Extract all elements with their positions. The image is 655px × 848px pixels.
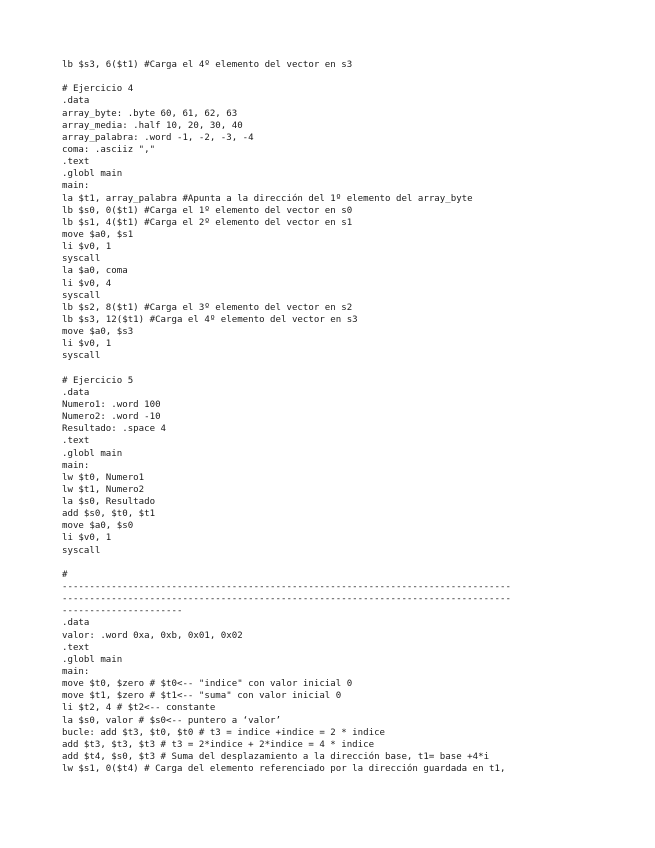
- code-line: add $t4, $s0, $t3 # Suma del desplazamiento a la dirección base, t1= base +4*i: [62, 752, 490, 763]
- code-line: li $t2, 4 # $t2<-- constante: [62, 703, 216, 714]
- code-line: move $t0, $zero # $t0<-- "indice" con valor inicial 0: [62, 679, 353, 690]
- separator-line: ----------------------: [62, 606, 183, 617]
- code-line: li $v0, 1: [62, 242, 112, 253]
- code-listing: [62, 59, 602, 775]
- code-line: .text: [62, 157, 90, 168]
- code-line: .globl main: [62, 654, 123, 665]
- code-line: add $s0, $t0, $t1: [62, 509, 156, 520]
- code-line: la $s0, Resultado: [62, 497, 156, 508]
- code-line: array_palabra: .word -1, -2, -3, -4: [62, 132, 254, 143]
- code-line: lb $s3, 6($t1) #Carga el 4º elemento del vector en s3: [62, 60, 353, 70]
- code-line: array_media: .half 10, 20, 30, 40: [62, 120, 243, 131]
- code-line: syscall: [62, 351, 101, 362]
- code-line: la $s0, valor # $s0<-- puntero a ‘valor’: [62, 715, 281, 726]
- code-line: la $t1, array_palabra #Apunta a la dirección del 1º elemento del array_byte: [62, 193, 473, 204]
- code-line: lw $t1, Numero2: [62, 484, 145, 495]
- section-heading: # Ejercicio 5: [62, 375, 134, 386]
- blank-line: [62, 557, 602, 569]
- section-heading: #: [62, 569, 68, 580]
- code-line: .data: [62, 96, 90, 107]
- code-line: main:: [62, 667, 90, 678]
- code-line: .text: [62, 436, 90, 447]
- code-line: lb $s2, 8($t1) #Carga el 3º elemento del vector en s2: [62, 302, 353, 313]
- blank-line: [62, 363, 602, 375]
- blank-line: [62, 71, 602, 83]
- code-line: li $v0, 4: [62, 278, 112, 289]
- code-line: Numero2: .word -10: [62, 412, 161, 423]
- separator-line: ----------------------------------------------------------------------------------: [62, 594, 511, 605]
- code-line: lw $t0, Numero1: [62, 472, 145, 483]
- code-line: syscall: [62, 290, 101, 301]
- section-heading: # Ejercicio 4: [62, 84, 134, 95]
- code-line: li $v0, 1: [62, 339, 112, 350]
- code-line: lb $s0, 0($t1) #Carga el 1º elemento del vector en s0: [62, 205, 353, 216]
- code-line: move $t1, $zero # $t1<-- "suma" con valor inicial 0: [62, 691, 342, 702]
- code-line: main:: [62, 181, 90, 192]
- code-line: lb $s3, 12($t1) #Carga el 4º elemento del vector en s3: [62, 314, 358, 325]
- code-line: lw $s1, 0($t4) # Carga del elemento referenciado por la dirección guardada en t1,: [62, 764, 506, 775]
- code-line: coma: .asciiz ",": [62, 144, 156, 155]
- code-line: move $a0, $s0: [62, 521, 134, 532]
- code-line: Resultado: .space 4: [62, 424, 167, 435]
- code-line: Numero1: .word 100: [62, 399, 161, 410]
- code-line: main:: [62, 460, 90, 471]
- separator-line: ----------------------------------------------------------------------------------: [62, 582, 511, 593]
- code-line: array_byte: .byte 60, 61, 62, 63: [62, 108, 238, 119]
- code-line: .globl main: [62, 169, 123, 180]
- code-line: move $a0, $s3: [62, 327, 134, 338]
- code-line: valor: .word 0xa, 0xb, 0x01, 0x02: [62, 630, 243, 641]
- code-line: .text: [62, 642, 90, 653]
- code-line: move $a0, $s1: [62, 229, 134, 240]
- code-line: syscall: [62, 254, 101, 265]
- code-line: la $a0, coma: [62, 266, 128, 277]
- code-line: .globl main: [62, 448, 123, 459]
- code-line: bucle: add $t3, $t0, $t0 # t3 = indice +indice = 2 * indice: [62, 727, 386, 738]
- code-line: .data: [62, 618, 90, 629]
- code-line: add $t3, $t3, $t3 # t3 = 2*indice + 2*indice = 4 * indice: [62, 739, 375, 750]
- code-line: li $v0, 1: [62, 533, 112, 544]
- code-line: syscall: [62, 545, 101, 556]
- code-line: lb $s1, 4($t1) #Carga el 2º elemento del vector en s1: [62, 217, 353, 228]
- code-line: .data: [62, 387, 90, 398]
